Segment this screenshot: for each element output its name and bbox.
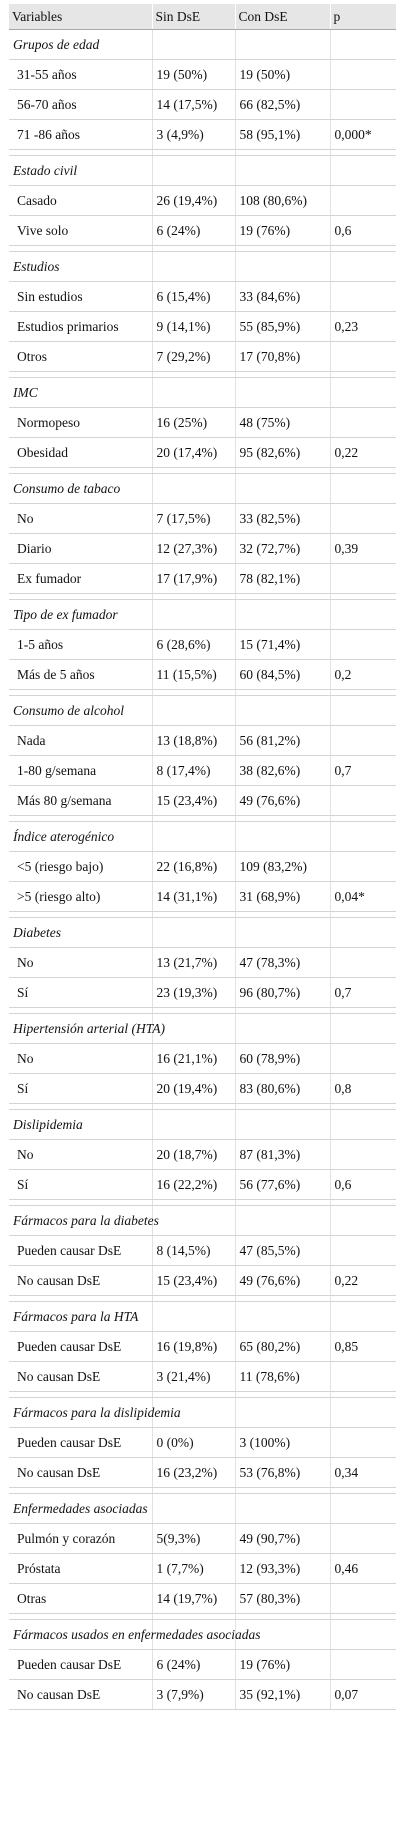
p-value-cell: 0,6 (330, 216, 396, 246)
group-title: Fármacos usados en enfermedades asociadas (9, 1620, 152, 1650)
empty-cell (152, 1206, 235, 1236)
con-dse-cell: 78 (82,1%) (235, 564, 330, 594)
con-dse-cell: 47 (78,3%) (235, 948, 330, 978)
empty-cell (235, 252, 330, 282)
p-value-cell: 0,85 (330, 1332, 396, 1362)
group-header-row (9, 252, 396, 282)
group-header-row (9, 696, 396, 726)
group-title: Índice aterogénico (9, 822, 152, 852)
empty-cell (330, 696, 396, 726)
con-dse-cell: 33 (84,6%) (235, 282, 330, 312)
header-sin-dse: Sin DsE (152, 4, 235, 30)
empty-cell (235, 600, 330, 630)
con-dse-cell: 32 (72,7%) (235, 534, 330, 564)
sin-dse-cell: 16 (22,2%) (152, 1170, 235, 1200)
variable-cell: Pueden causar DsE (9, 1428, 152, 1458)
p-value-cell (330, 1428, 396, 1458)
p-value-cell: 0,39 (330, 534, 396, 564)
group-header-row (9, 1206, 396, 1236)
header-row (9, 4, 396, 30)
p-value-cell: 0,2 (330, 660, 396, 690)
empty-cell (235, 156, 330, 186)
p-value-cell (330, 342, 396, 372)
variable-cell: Casado (9, 186, 152, 216)
variable-cell: Estudios primarios (9, 312, 152, 342)
empty-cell (235, 1302, 330, 1332)
variable-cell: Pueden causar DsE (9, 1236, 152, 1266)
group-title: IMC (9, 378, 152, 408)
p-value-cell: 0,6 (330, 1170, 396, 1200)
variable-cell: No causan DsE (9, 1680, 152, 1710)
table-row (9, 882, 396, 912)
table-row (9, 564, 396, 594)
p-value-cell (330, 1584, 396, 1614)
sin-dse-cell: 6 (28,6%) (152, 630, 235, 660)
p-value-cell (330, 786, 396, 816)
empty-cell (330, 1494, 396, 1524)
empty-cell (152, 30, 235, 60)
p-value-cell (330, 282, 396, 312)
variable-cell: Sí (9, 1074, 152, 1104)
sin-dse-cell: 3 (21,4%) (152, 1362, 235, 1392)
header-p: p (330, 4, 396, 30)
p-value-cell: 0,7 (330, 978, 396, 1008)
table-row (9, 60, 396, 90)
con-dse-cell: 49 (90,7%) (235, 1524, 330, 1554)
table-row (9, 1170, 396, 1200)
empty-cell (235, 378, 330, 408)
group-title: Enfermedades asociadas (9, 1494, 152, 1524)
p-value-cell: 0,23 (330, 312, 396, 342)
con-dse-cell: 31 (68,9%) (235, 882, 330, 912)
con-dse-cell: 66 (82,5%) (235, 90, 330, 120)
variable-cell: 1-80 g/semana (9, 756, 152, 786)
sin-dse-cell: 14 (17,5%) (152, 90, 235, 120)
sin-dse-cell: 14 (19,7%) (152, 1584, 235, 1614)
empty-cell (152, 474, 235, 504)
sin-dse-cell: 9 (14,1%) (152, 312, 235, 342)
p-value-cell (330, 948, 396, 978)
empty-cell (152, 156, 235, 186)
variable-cell: Más de 5 años (9, 660, 152, 690)
table-header (9, 4, 396, 30)
variable-cell: Sí (9, 978, 152, 1008)
variable-cell: 71 -86 años (9, 120, 152, 150)
empty-cell (330, 1014, 396, 1044)
variable-cell: No causan DsE (9, 1266, 152, 1296)
variable-cell: Pulmón y corazón (9, 1524, 152, 1554)
empty-cell (330, 474, 396, 504)
variable-cell: 1-5 años (9, 630, 152, 660)
empty-cell (330, 1206, 396, 1236)
group-header-row (9, 822, 396, 852)
group-title: Tipo de ex fumador (9, 600, 152, 630)
group-header-row (9, 1302, 396, 1332)
con-dse-cell: 108 (80,6%) (235, 186, 330, 216)
table-body (9, 30, 396, 1710)
sin-dse-cell: 20 (17,4%) (152, 438, 235, 468)
group-header-row (9, 918, 396, 948)
table-row (9, 408, 396, 438)
con-dse-cell: 57 (80,3%) (235, 1584, 330, 1614)
sin-dse-cell: 14 (31,1%) (152, 882, 235, 912)
variable-cell: Pueden causar DsE (9, 1650, 152, 1680)
table-row (9, 438, 396, 468)
empty-cell (330, 252, 396, 282)
group-header-row (9, 30, 396, 60)
empty-cell (235, 1014, 330, 1044)
variable-cell: Ex fumador (9, 564, 152, 594)
empty-cell (152, 1110, 235, 1140)
p-value-cell (330, 852, 396, 882)
table-row (9, 534, 396, 564)
p-value-cell (330, 1650, 396, 1680)
sin-dse-cell: 23 (19,3%) (152, 978, 235, 1008)
p-value-cell (330, 726, 396, 756)
group-title: Fármacos para la diabetes (9, 1206, 152, 1236)
variable-cell: Otras (9, 1584, 152, 1614)
sin-dse-cell: 12 (27,3%) (152, 534, 235, 564)
con-dse-cell: 12 (93,3%) (235, 1554, 330, 1584)
empty-cell (152, 1302, 235, 1332)
p-value-cell (330, 90, 396, 120)
table-row (9, 186, 396, 216)
variable-cell: No causan DsE (9, 1362, 152, 1392)
con-dse-cell: 87 (81,3%) (235, 1140, 330, 1170)
variable-cell: <5 (riesgo bajo) (9, 852, 152, 882)
con-dse-cell: 53 (76,8%) (235, 1458, 330, 1488)
sin-dse-cell: 20 (18,7%) (152, 1140, 235, 1170)
p-value-cell (330, 1362, 396, 1392)
empty-cell (152, 1494, 235, 1524)
p-value-cell: 0,22 (330, 438, 396, 468)
p-value-cell (330, 564, 396, 594)
p-value-cell (330, 630, 396, 660)
table-row (9, 1458, 396, 1488)
empty-cell (330, 1110, 396, 1140)
table-row (9, 786, 396, 816)
p-value-cell: 0,46 (330, 1554, 396, 1584)
p-value-cell (330, 408, 396, 438)
table-row (9, 630, 396, 660)
empty-cell (235, 1206, 330, 1236)
group-header-row (9, 1494, 396, 1524)
p-value-cell (330, 1044, 396, 1074)
variable-cell: Sí (9, 1170, 152, 1200)
con-dse-cell: 17 (70,8%) (235, 342, 330, 372)
con-dse-cell: 19 (76%) (235, 216, 330, 246)
header-variables: Variables (9, 4, 152, 30)
table-row (9, 1680, 396, 1710)
sin-dse-cell: 3 (4,9%) (152, 120, 235, 150)
empty-cell (152, 600, 235, 630)
table-row (9, 1428, 396, 1458)
sin-dse-cell: 16 (19,8%) (152, 1332, 235, 1362)
con-dse-cell: 95 (82,6%) (235, 438, 330, 468)
empty-cell (330, 378, 396, 408)
sin-dse-cell: 17 (17,9%) (152, 564, 235, 594)
table-row (9, 1236, 396, 1266)
con-dse-cell: 48 (75%) (235, 408, 330, 438)
group-header-row (9, 1014, 396, 1044)
variable-cell: No (9, 504, 152, 534)
sin-dse-cell: 6 (24%) (152, 1650, 235, 1680)
sin-dse-cell: 7 (17,5%) (152, 504, 235, 534)
sin-dse-cell: 15 (23,4%) (152, 786, 235, 816)
sin-dse-cell: 5(9,3%) (152, 1524, 235, 1554)
empty-cell (152, 252, 235, 282)
variable-cell: Normopeso (9, 408, 152, 438)
results-table (9, 4, 396, 1710)
empty-cell (152, 822, 235, 852)
variable-cell: No (9, 948, 152, 978)
con-dse-cell: 60 (78,9%) (235, 1044, 330, 1074)
empty-cell (330, 30, 396, 60)
empty-cell (235, 1398, 330, 1428)
sin-dse-cell: 13 (21,7%) (152, 948, 235, 978)
con-dse-cell: 49 (76,6%) (235, 786, 330, 816)
group-header-row (9, 600, 396, 630)
table-row (9, 90, 396, 120)
p-value-cell: 0,8 (330, 1074, 396, 1104)
con-dse-cell: 38 (82,6%) (235, 756, 330, 786)
table-row (9, 1332, 396, 1362)
table-row (9, 948, 396, 978)
sin-dse-cell: 3 (7,9%) (152, 1680, 235, 1710)
con-dse-cell: 49 (76,6%) (235, 1266, 330, 1296)
variable-cell: Nada (9, 726, 152, 756)
sin-dse-cell: 6 (15,4%) (152, 282, 235, 312)
table-row (9, 1140, 396, 1170)
empty-cell (235, 1110, 330, 1140)
empty-cell (330, 822, 396, 852)
empty-cell (330, 1398, 396, 1428)
table-row (9, 282, 396, 312)
empty-cell (235, 918, 330, 948)
table-row (9, 312, 396, 342)
sin-dse-cell: 19 (50%) (152, 60, 235, 90)
sin-dse-cell: 16 (25%) (152, 408, 235, 438)
con-dse-cell: 33 (82,5%) (235, 504, 330, 534)
table-row (9, 1554, 396, 1584)
group-title: Diabetes (9, 918, 152, 948)
sin-dse-cell: 15 (23,4%) (152, 1266, 235, 1296)
variable-cell: Diario (9, 534, 152, 564)
p-value-cell: 0,07 (330, 1680, 396, 1710)
p-value-cell (330, 186, 396, 216)
con-dse-cell: 55 (85,9%) (235, 312, 330, 342)
table-row (9, 852, 396, 882)
group-title: Consumo de tabaco (9, 474, 152, 504)
variable-cell: No causan DsE (9, 1458, 152, 1488)
sin-dse-cell: 8 (14,5%) (152, 1236, 235, 1266)
table-row (9, 1266, 396, 1296)
variable-cell: Otros (9, 342, 152, 372)
con-dse-cell: 60 (84,5%) (235, 660, 330, 690)
empty-cell (330, 1302, 396, 1332)
variable-cell: Próstata (9, 1554, 152, 1584)
empty-cell (330, 918, 396, 948)
con-dse-cell: 58 (95,1%) (235, 120, 330, 150)
p-value-cell (330, 1524, 396, 1554)
table-row (9, 120, 396, 150)
variable-cell: Vive solo (9, 216, 152, 246)
p-value-cell (330, 504, 396, 534)
sin-dse-cell: 7 (29,2%) (152, 342, 235, 372)
sin-dse-cell: 13 (18,8%) (152, 726, 235, 756)
table-row (9, 216, 396, 246)
p-value-cell: 0,22 (330, 1266, 396, 1296)
empty-cell (235, 30, 330, 60)
variable-cell: Obesidad (9, 438, 152, 468)
sin-dse-cell: 11 (15,5%) (152, 660, 235, 690)
p-value-cell (330, 1236, 396, 1266)
table-row (9, 1584, 396, 1614)
variable-cell: Más 80 g/semana (9, 786, 152, 816)
table-row (9, 756, 396, 786)
variable-cell: Sin estudios (9, 282, 152, 312)
group-title: Consumo de alcohol (9, 696, 152, 726)
variable-cell: 56-70 años (9, 90, 152, 120)
p-value-cell: 0,04* (330, 882, 396, 912)
table-row (9, 1044, 396, 1074)
p-value-cell (330, 60, 396, 90)
con-dse-cell: 3 (100%) (235, 1428, 330, 1458)
con-dse-cell: 65 (80,2%) (235, 1332, 330, 1362)
table-row (9, 726, 396, 756)
p-value-cell: 0,7 (330, 756, 396, 786)
con-dse-cell: 19 (50%) (235, 60, 330, 90)
group-header-row (9, 474, 396, 504)
empty-cell (152, 918, 235, 948)
group-title: Estudios (9, 252, 152, 282)
variable-cell: 31-55 años (9, 60, 152, 90)
empty-cell (235, 822, 330, 852)
empty-cell (235, 474, 330, 504)
group-title: Fármacos para la HTA (9, 1302, 152, 1332)
p-value-cell: 0,000* (330, 120, 396, 150)
table-row (9, 504, 396, 534)
empty-cell (152, 696, 235, 726)
table-row (9, 1074, 396, 1104)
con-dse-cell: 109 (83,2%) (235, 852, 330, 882)
table-row (9, 660, 396, 690)
group-title: Estado civil (9, 156, 152, 186)
con-dse-cell: 19 (76%) (235, 1650, 330, 1680)
con-dse-cell: 83 (80,6%) (235, 1074, 330, 1104)
table-row (9, 1650, 396, 1680)
group-title: Grupos de edad (9, 30, 152, 60)
table-row (9, 978, 396, 1008)
con-dse-cell: 35 (92,1%) (235, 1680, 330, 1710)
sin-dse-cell: 6 (24%) (152, 216, 235, 246)
sin-dse-cell: 16 (23,2%) (152, 1458, 235, 1488)
header-con-dse: Con DsE (235, 4, 330, 30)
sin-dse-cell: 8 (17,4%) (152, 756, 235, 786)
group-header-row (9, 1398, 396, 1428)
sin-dse-cell: 22 (16,8%) (152, 852, 235, 882)
sin-dse-cell: 26 (19,4%) (152, 186, 235, 216)
empty-cell (235, 1494, 330, 1524)
variable-cell: No (9, 1044, 152, 1074)
con-dse-cell: 96 (80,7%) (235, 978, 330, 1008)
sin-dse-cell: 0 (0%) (152, 1428, 235, 1458)
group-header-row (9, 156, 396, 186)
con-dse-cell: 56 (77,6%) (235, 1170, 330, 1200)
variable-cell: Pueden causar DsE (9, 1332, 152, 1362)
table-row (9, 1362, 396, 1392)
group-title: Hipertensión arterial (HTA) (9, 1014, 152, 1044)
con-dse-cell: 47 (85,5%) (235, 1236, 330, 1266)
sin-dse-cell: 1 (7,7%) (152, 1554, 235, 1584)
empty-cell (330, 600, 396, 630)
group-title: Dislipidemia (9, 1110, 152, 1140)
empty-cell (330, 156, 396, 186)
con-dse-cell: 56 (81,2%) (235, 726, 330, 756)
con-dse-cell: 15 (71,4%) (235, 630, 330, 660)
table-row (9, 1524, 396, 1554)
variable-cell: >5 (riesgo alto) (9, 882, 152, 912)
con-dse-cell: 11 (78,6%) (235, 1362, 330, 1392)
p-value-cell (330, 1140, 396, 1170)
group-header-row (9, 1620, 396, 1650)
group-header-row (9, 378, 396, 408)
group-header-row (9, 1110, 396, 1140)
table-row (9, 342, 396, 372)
group-title: Fármacos para la dislipidemia (9, 1398, 152, 1428)
sin-dse-cell: 16 (21,1%) (152, 1044, 235, 1074)
empty-cell (235, 696, 330, 726)
variable-cell: No (9, 1140, 152, 1170)
empty-cell (330, 1620, 396, 1650)
sin-dse-cell: 20 (19,4%) (152, 1074, 235, 1104)
empty-cell (152, 378, 235, 408)
p-value-cell: 0,34 (330, 1458, 396, 1488)
